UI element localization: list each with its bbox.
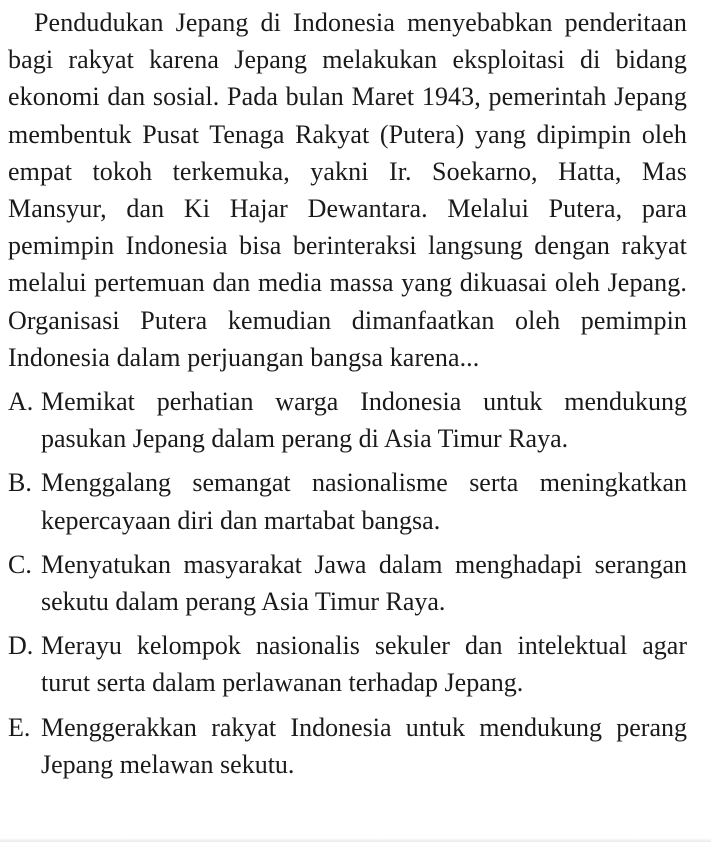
question-block [8, 4, 687, 790]
option-b[interactable] [8, 464, 687, 538]
option-letter: D. [8, 631, 34, 661]
option-text: Menggerakkan rakyat Indonesia untuk mendukung perang Jepang melawan sekutu. [41, 712, 687, 779]
option-letter: C. [8, 549, 32, 579]
option-text: Menggalang semangat nasionalisme serta meningkatkan kepercayaan diri dan martabat bangsa. [41, 468, 687, 535]
question-text: Pendudukan Jepang di Indonesia menyebabkan penderitaan bagi rakyat karena Jepang melakukan eksploitasi di bidang ekonomi dan sosial. Pada bulan Maret 1943, pemerintah Jepang membentuk Pusat Tenaga Rakyat (Putera) yang dipimpin oleh empat tokoh terkemuka, yakni Ir. Soekarno, Hatta, Mas Mansyur, dan Ki Hajar Dewantara. Melalui Putera, para pemimpin Indonesia bisa berinteraksi langsung dengan rakyat melalui pertemuan dan media massa yang dikuasai oleh Jepang. Organisasi Putera kemudian dimanfaatkan oleh pemimpin Indonesia dalam perjuangan bangsa karena... [8, 8, 687, 372]
option-c[interactable] [8, 546, 687, 620]
option-e[interactable] [8, 709, 687, 783]
option-d[interactable] [8, 627, 687, 701]
answer-options [8, 383, 687, 783]
option-text: Merayu kelompok nasionalis sekuler dan intelektual agar turut serta dalam perlawanan terhadap Jepang. [41, 631, 687, 698]
option-letter: E. [8, 712, 31, 742]
scan-edge [0, 838, 711, 842]
option-a[interactable] [8, 383, 687, 457]
option-text: Memikat perhatian warga Indonesia untuk mendukung pasukan Jepang dalam perang di Asia Timur Raya. [41, 387, 687, 454]
option-letter: B. [8, 468, 32, 498]
option-letter: A. [8, 387, 34, 417]
option-text: Menyatukan masyarakat Jawa dalam menghadapi serangan sekutu dalam perang Asia Timur Raya. [41, 549, 687, 617]
